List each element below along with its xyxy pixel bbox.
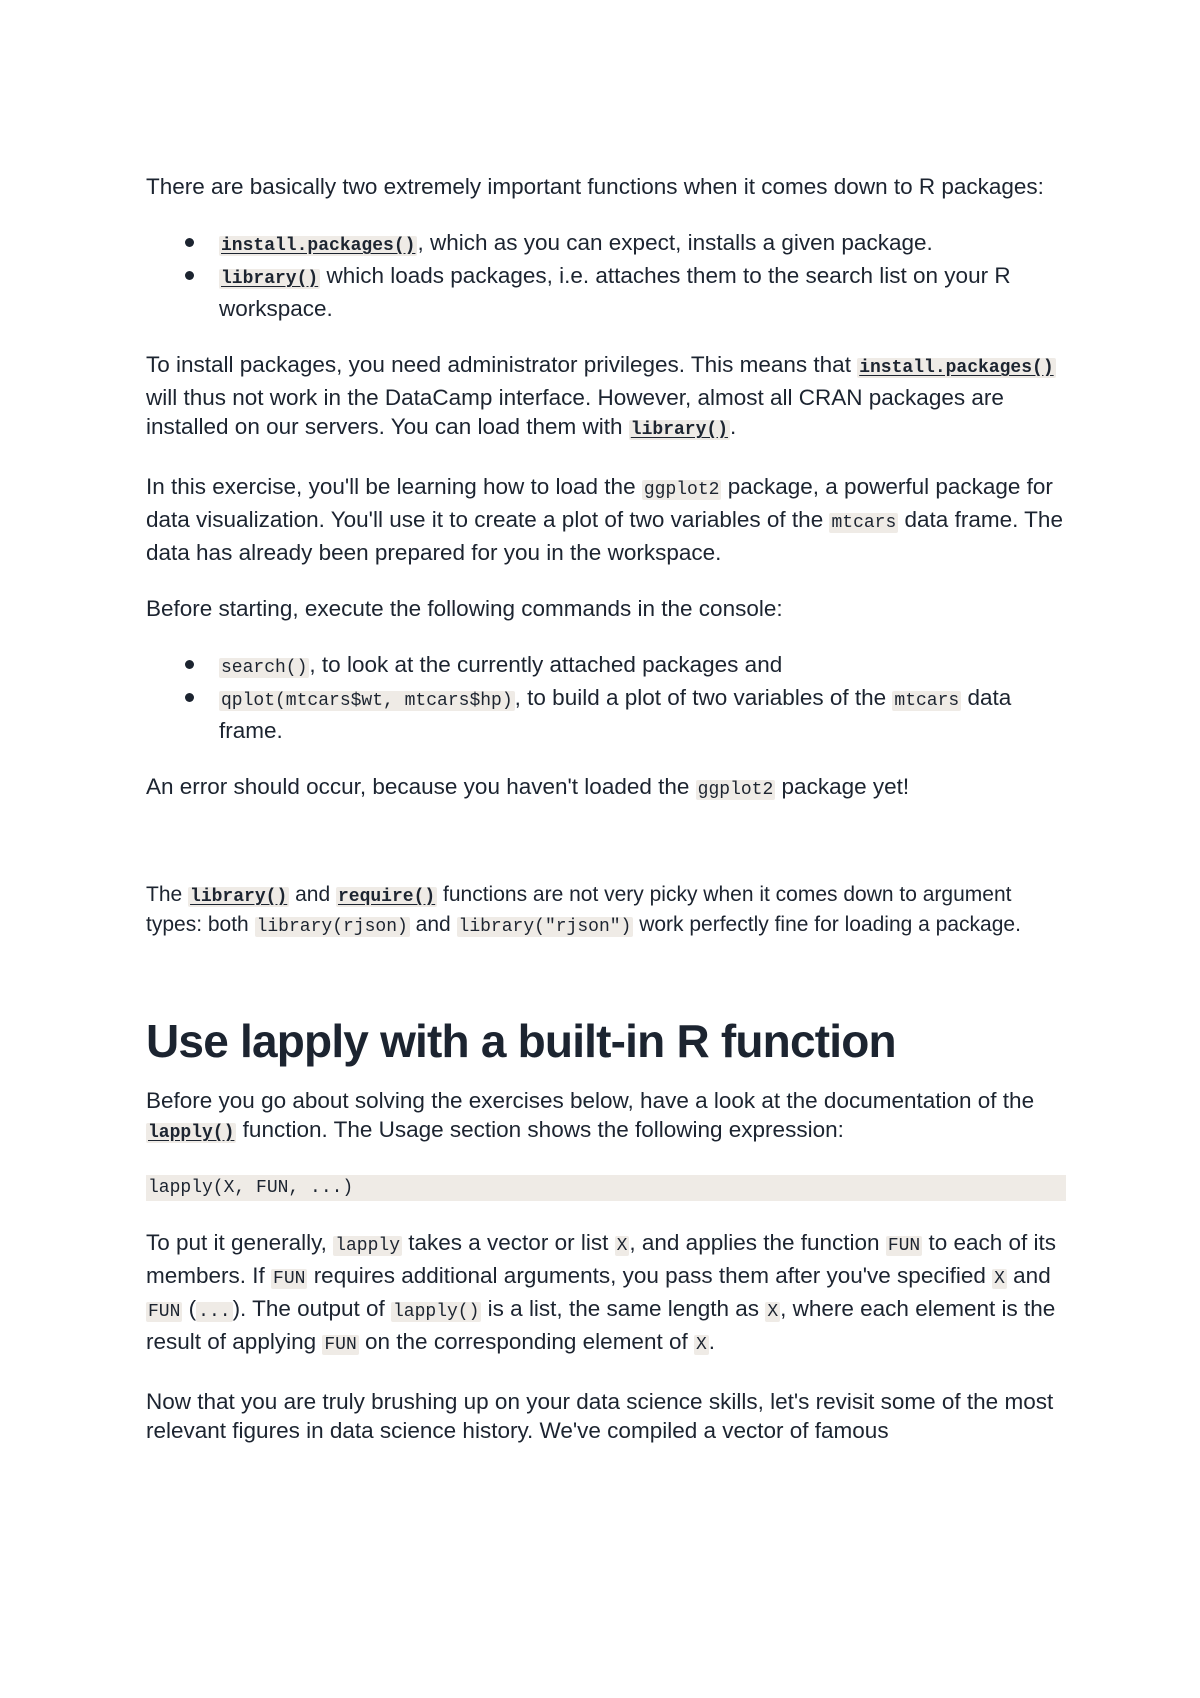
lapply-explanation-paragraph: [146, 1228, 1066, 1360]
list-item-text: which loads packages, i.e. attaches them to the search list on your R workspace.: [219, 263, 1011, 321]
inline-code: ...: [198, 1302, 231, 1322]
text: ). The output of: [232, 1296, 391, 1321]
text: , where each element is the result of applying: [146, 1296, 1056, 1354]
list-item: [146, 228, 1066, 261]
inline-code: X: [994, 1269, 1005, 1289]
inline-code: FUN: [887, 1236, 921, 1256]
intro-text: There are basically two extremely important functions when it comes down to R packages:: [146, 174, 1044, 199]
inline-code: FUN: [324, 1335, 357, 1355]
list-item-text: , to build a plot of two variables of the: [514, 685, 893, 710]
text: requires additional arguments, you pass them after you've specified: [307, 1263, 993, 1288]
famous-figures-paragraph: [146, 1387, 1066, 1445]
inline-code: X: [767, 1302, 779, 1322]
library-link[interactable]: library(): [190, 887, 288, 907]
text: is a list, the same length as: [481, 1296, 766, 1321]
text: , and applies the function: [629, 1230, 886, 1255]
inline-code: X: [695, 1335, 707, 1355]
text: .: [730, 414, 737, 439]
text: on the corresponding element of: [358, 1329, 694, 1354]
documentation-paragraph: [146, 1086, 1066, 1148]
inline-code: mtcars: [894, 691, 960, 711]
inline-code: ggplot2: [643, 480, 720, 500]
list-item: [146, 650, 1066, 683]
inline-code: X: [616, 1236, 628, 1256]
inline-code: lapply: [335, 1236, 400, 1256]
text: functions are not very picky when it comes down to argument types: both: [146, 883, 1012, 936]
text: to each of its members. If: [146, 1230, 1057, 1288]
text: An error should occur, because you haven't loaded the: [146, 774, 696, 799]
list-item: [146, 683, 1066, 745]
text: .: [708, 1329, 716, 1354]
install-paragraph: [146, 350, 1066, 445]
text: and: [409, 913, 457, 936]
inline-code: library("rjson"): [458, 917, 632, 937]
text: package, a powerful package for data visualization. You'll use it to create a plot of two variables of the: [146, 474, 1053, 532]
inline-code: ggplot2: [697, 780, 774, 800]
text: In this exercise, you'll be learning how to load the: [146, 474, 642, 499]
install-packages-link[interactable]: install.packages(): [221, 236, 416, 256]
text: (: [182, 1296, 197, 1321]
before-starting-paragraph: [146, 594, 1066, 623]
lapply-link[interactable]: lapply(): [148, 1123, 235, 1143]
document-page: [146, 172, 1066, 1445]
library-link[interactable]: library(): [630, 420, 729, 440]
list-item-text: , which as you can expect, installs a given package.: [417, 230, 933, 255]
text: Before starting, execute the following commands in the console:: [146, 596, 783, 621]
inline-code: lapply(): [393, 1302, 480, 1322]
text: The: [146, 883, 189, 906]
install-packages-link[interactable]: install.packages(): [859, 358, 1054, 378]
text: function. The Usage section shows the following expression:: [236, 1117, 844, 1142]
code-block: lapply(X, FUN, ...): [146, 1175, 1066, 1201]
require-link[interactable]: require(): [337, 887, 436, 907]
inline-code: library(rjson): [256, 917, 408, 937]
inline-code: FUN: [273, 1269, 306, 1289]
text: will thus not work in the DataCamp interface. However, almost all CRAN packages are installed on our servers. You can load them with: [146, 385, 1004, 439]
list-item-text: data frame.: [219, 685, 1012, 743]
inline-code: FUN: [148, 1302, 181, 1322]
library-link[interactable]: library(): [221, 269, 319, 289]
text: Now that you are truly brushing up on your data science skills, let's revisit some of the most relevant figures in data science history. We've compiled a vector of famous: [146, 1389, 1054, 1443]
text: To install packages, you need administrator privileges. This means that: [146, 352, 858, 377]
note-paragraph: [146, 881, 1066, 941]
error-paragraph: [146, 772, 1066, 805]
section-heading: Use lapply with a built-in R function: [146, 1015, 896, 1067]
text: and: [1006, 1263, 1051, 1288]
text: data frame. The data has already been prepared for you in the workspace.: [146, 507, 1063, 565]
text: and: [289, 883, 336, 906]
text: Before you go about solving the exercises below, have a look at the documentation of the: [146, 1088, 1035, 1113]
list-item-text: , to look at the currently attached packages and: [309, 652, 783, 677]
list-item: [146, 261, 1066, 323]
text: package yet!: [775, 774, 910, 799]
command-list: [146, 650, 1066, 745]
inline-code: search(): [221, 658, 308, 678]
text: takes a vector or list: [402, 1230, 615, 1255]
function-list: [146, 228, 1066, 323]
inline-code: mtcars: [831, 513, 897, 533]
text: work perfectly fine for loading a package.: [633, 913, 1021, 936]
inline-code: qplot(mtcars$wt, mtcars$hp): [221, 691, 513, 711]
text: To put it generally,: [146, 1230, 334, 1255]
intro-paragraph: [146, 172, 1066, 201]
exercise-paragraph: [146, 472, 1066, 567]
